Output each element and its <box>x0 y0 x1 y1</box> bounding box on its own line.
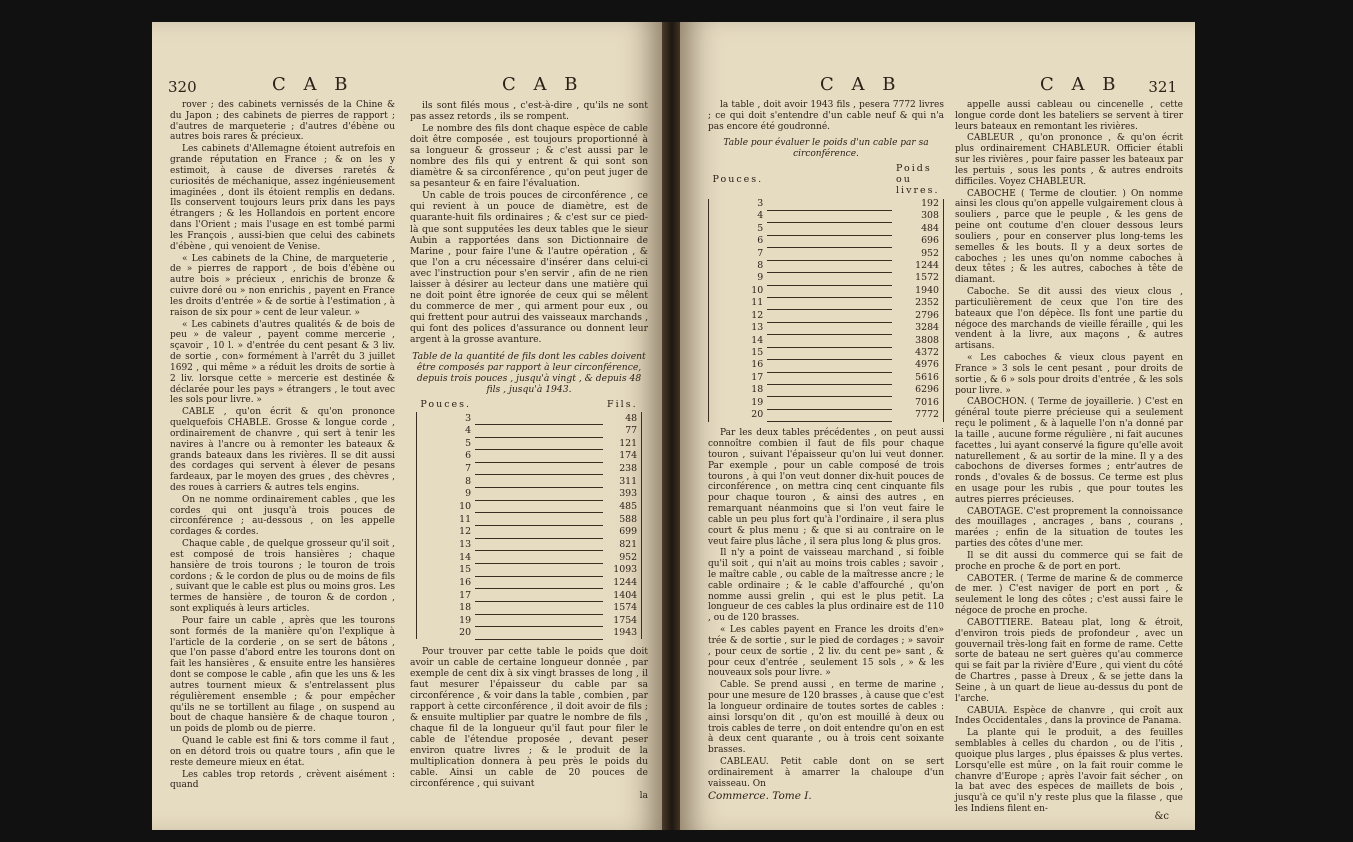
row-value: 952 <box>921 247 939 259</box>
row-rule <box>767 223 892 235</box>
row-inches: 19 <box>751 396 764 408</box>
row-rule <box>475 551 603 564</box>
table-row <box>709 372 944 384</box>
table-row <box>416 627 641 640</box>
row-inches: 16 <box>751 359 764 371</box>
row-inches: 14 <box>751 334 764 346</box>
table-row <box>416 589 641 602</box>
row-inches: 20 <box>751 409 764 421</box>
table-row <box>416 601 641 614</box>
paragraph: Quand le cable est fini & tors comme il faut , on en détord trois ou quatre tours , afin que le reste demeure mieux en état. <box>170 736 395 768</box>
row-rule <box>475 500 603 513</box>
running-header-2: C A B <box>1040 74 1122 95</box>
row-value: 1093 <box>613 564 638 576</box>
paragraph: « Les cables payent en France les droits d'en» trée & de sortie , sur le pied de cordages ; » savoir , pour ceux de sortie , 2 liv. du cent pe» sant , & pour ceux d'entrée , seulement 15 sols , » & les nouveaux sols pour livre. » <box>708 625 944 679</box>
row-inches: 10 <box>459 501 472 513</box>
left-column-1 <box>170 100 395 792</box>
row-value: 1404 <box>613 589 638 601</box>
row-rule <box>767 298 892 310</box>
row-inches: 3 <box>757 198 764 210</box>
table-row <box>416 437 641 450</box>
row-value: 952 <box>619 551 638 563</box>
row-value: 2796 <box>915 309 939 321</box>
threads-table <box>416 399 642 640</box>
page-number: 321 <box>1148 78 1177 96</box>
row-inches: 17 <box>459 589 472 601</box>
page-number: 320 <box>168 78 197 96</box>
table-row <box>709 310 944 322</box>
row-inches: 8 <box>757 260 764 272</box>
row-value: 121 <box>619 437 638 449</box>
row-inches: 14 <box>459 551 472 563</box>
paragraph: « Les caboches & vieux clous payent en France » 3 sols le cent pesant , pour droits de sortie , & 6 » sols pour droits d'entrée , & les sols pour livre. » <box>955 353 1183 396</box>
table-row <box>416 475 641 488</box>
paragraph: CABLE , qu'on écrit & qu'on prononce quelquefois CHABLE. Grosse & longue corde , ordinairement de chanvre , qui sert à tenir les navires à l'ancre ou à remonter les bateaux & grands bateaux dans les rivières. Il se dit aussi des cordages qui servent à élever de pesans fardeaux, par le moyen des grues , des chèvres , des roues à carriers & autres tels engins. <box>170 407 395 493</box>
row-inches: 13 <box>459 538 472 550</box>
row-rule <box>475 538 603 551</box>
table-row <box>416 500 641 513</box>
row-inches: 13 <box>751 322 764 334</box>
table-row <box>416 488 641 501</box>
table-row <box>416 424 641 437</box>
row-rule <box>475 488 603 501</box>
row-value: 699 <box>619 526 638 538</box>
row-rule <box>767 372 892 384</box>
row-rule <box>475 437 603 450</box>
row-rule <box>475 462 603 475</box>
row-rule <box>767 409 892 421</box>
row-value: 696 <box>921 235 939 247</box>
table-row <box>709 235 944 247</box>
row-rule <box>475 513 603 526</box>
table-row <box>709 322 944 334</box>
row-rule <box>475 589 603 602</box>
paragraph: CABOCHE ( Terme de cloutier. ) On nomme ainsi les clous qu'on appelle vulgairement clous à souliers , parce que le peuple , & les gens de peine ont coutume d'en clouer dessous leurs souliers , pour en conserver plus long-tems les semelles & les bouts. Il y a deux sortes de caboches ; les unes qu'on nomme caboches à deux têtes ; & les autres, caboches à tête de diamant. <box>955 188 1183 286</box>
row-inches: 11 <box>459 513 472 525</box>
table-row <box>709 273 944 285</box>
paragraph: « Les cabinets de la Chine, de marqueterie , de » pierres de rapport , de bois d'ébène ou autre bois » précieux , enrichis de bronze & cuivre doré ou » non enrichis , payent en France les droits d'entrée » & de sortie à l'estimation , à raison de six pour » cent de leur valeur. » <box>170 253 395 318</box>
paragraph: Caboche. Se dit aussi des vieux clous , particulièrement de ceux que l'on tire des bateaux que l'on dépèce. Ils font une partie du négoce des marchands de vieille féraille , qui les vendent à la livre, aux maçons , & autres artisans. <box>955 287 1183 352</box>
row-value: 1572 <box>915 272 939 284</box>
row-value: 311 <box>619 475 638 487</box>
running-header-2: C A B <box>502 74 584 95</box>
row-value: 6296 <box>915 384 939 396</box>
row-rule <box>475 601 603 614</box>
row-rule <box>767 335 892 347</box>
paragraph: la table , doit avoir 1943 fils , pesera 7772 livres ; ce qui doit s'entendre d'un cable neuf & qui n'a pas encore été goudronné. <box>708 100 944 132</box>
paragraph: La plante qui le produit, a des feuilles semblables à celles du chardon , ou de l'itis , quoique plus larges , plus épaisses & plus vertes. Lorsqu'elle est mûre , on la fait rouir comme le chanvre d'Europe ; après l'avoir fait sécher , on la bat avec des espèces de maillets de bois , jusqu'à ce qu'il n'y reste plus que la filasse , que les Indiens filent en- <box>955 728 1183 814</box>
table-row <box>416 450 641 463</box>
row-value: 588 <box>619 513 638 525</box>
row-rule <box>475 563 603 576</box>
row-value: 393 <box>619 488 638 500</box>
row-rule <box>767 260 892 272</box>
row-rule <box>767 322 892 334</box>
paragraph: Cable. Se prend aussi , en terme de marine , pour une mesure de 120 brasses , à cause que c'est la longueur ordinaire de toutes sortes de cables : ainsi lorsqu'on dit , qu'on est mouillé à deux ou trois cables de terre , on doit entendre qu'on en est à deux cent quarante , ou à trois cent soixante brasses. <box>708 680 944 756</box>
paragraph: CABLEUR , qu'on prononce , & qu'on écrit plus ordinairement CHABLEUR. Officier établi sur les rivières , pour faire passer les bateaux par les pertuis , sous les ponts , & autres endroits difficiles. Voyez CHABLEUR. <box>955 133 1183 187</box>
row-inches: 6 <box>757 235 764 247</box>
paragraph: CABOTER. ( Terme de marine & de commerce de mer. ) C'est naviger de port en port , & seulement le long des côtes ; c'est aussi faire le négoce de proche en proche. <box>955 573 1183 617</box>
row-inches: 5 <box>465 437 472 449</box>
row-inches: 11 <box>751 297 764 309</box>
running-header: C A B <box>272 74 354 95</box>
row-rule <box>767 310 892 322</box>
row-value: 1940 <box>915 284 939 296</box>
row-value: 485 <box>619 501 638 513</box>
row-inches: 3 <box>465 412 472 424</box>
table-title: Table pour évaluer le poids d'un cable par sa circonférence. <box>723 138 929 160</box>
paragraph: Il n'y a point de vaisseau marchand , si foible qu'il soit , qui n'ait au moins trois cables ; savoir , le maître cable , ou cable de la maîtresse ancre ; le cable ordinaire ; & le cable d'affourché , qu'on nomme aussi grelin , qui est le plus petit. La longueur de ces cables la plus ordinaire est de 110 , ou de 120 brasses. <box>708 548 944 624</box>
right-column-1 <box>708 100 944 801</box>
paragraph: CABLEAU. Petit cable dont on se sert ordinairement à amarrer la chaloupe d'un vaisseau. On <box>708 757 944 789</box>
paragraph: Un cable de trois pouces de circonférence , ce qui revient à un pouce de diamètre, est de quarante-huit fils ordinaires ; & c'est sur ce pied-là que sont supputées les deux tables que le sieur Aubin a rapportées dans son Dictionnaire de Marine , pour faire l'une & l'autre opération , & que l'on a cru nécessaire d'insérer dans celui-ci avec l'instruction pour s'en servir , afin de ne rien laisser à désirer au lecteur dans une matière qui ne doit point être ignorée de ceux qui se mêlent du commerce de mer , qui arment pour eux , ou qui frettent pour autrui des vaisseaux marchands , qui font des polices d'assurance ou donnent leur argent à la grosse avanture. <box>410 190 648 345</box>
row-inches: 20 <box>459 627 472 639</box>
row-rule <box>475 614 603 627</box>
row-value: 1754 <box>613 614 638 626</box>
row-value: 1244 <box>613 576 638 588</box>
row-value: 3808 <box>915 334 939 346</box>
row-value: 4976 <box>915 359 939 371</box>
table-row <box>709 360 944 372</box>
row-inches: 9 <box>465 488 472 500</box>
running-header: C A B <box>820 74 902 95</box>
row-rule <box>475 526 603 539</box>
row-inches: 18 <box>459 602 472 614</box>
table-row <box>416 412 641 424</box>
row-rule <box>767 397 892 409</box>
right-page <box>680 22 1195 830</box>
paragraph: appelle aussi cableau ou cincenelle , cette longue corde dont les bateliers se servent à tirer leurs bateaux en remontant les rivières. <box>955 100 1183 132</box>
table-row <box>416 462 641 475</box>
row-rule <box>475 576 603 589</box>
table-row <box>416 513 641 526</box>
row-value: 7016 <box>915 396 939 408</box>
row-inches: 17 <box>751 371 764 383</box>
row-value: 3284 <box>915 322 939 334</box>
book-gutter <box>662 22 682 830</box>
row-rule <box>767 211 892 223</box>
table-row <box>709 397 944 409</box>
left-page <box>152 22 664 830</box>
table-head-pounds: Poids ou livres. <box>896 163 940 196</box>
row-value: 4372 <box>915 346 939 358</box>
row-value: 1244 <box>915 260 939 272</box>
table-row <box>709 211 944 223</box>
row-inches: 15 <box>751 346 764 358</box>
table-row <box>709 298 944 310</box>
row-inches: 15 <box>459 564 472 576</box>
paragraph: CABOTTIERE. Bateau plat, long & étroit, d'environ trois pieds de profondeur , avec un gouvernail très-long fait en forme de rame. Cette sorte de bateau ne sert guères qu'au commerce qui se fait par la rivière d'Eure , qui vient du côté de Chartres , passe à Dreux , & se jette dans la Seine , à un quart de lieue au-dessus du pont de l'arche. <box>955 617 1183 704</box>
table-head-inches: Pouces. <box>712 173 764 185</box>
table-row <box>709 223 944 235</box>
row-rule <box>475 450 603 463</box>
weight-table <box>708 164 944 422</box>
row-value: 308 <box>921 210 939 222</box>
table-row <box>709 260 944 272</box>
paragraph: Le nombre des fils dont chaque espèce de cable doit être composée , est toujours proportionné à sa longueur & grosseur ; & c'est aussi par le nombre des fils qui y entrent & qui sont son diamètre & sa circonférence , qu'on peut juger de sa pesanteur & en faire l'évaluation. <box>410 123 648 190</box>
row-rule <box>767 248 892 260</box>
table-row <box>709 347 944 359</box>
catchword: &c <box>1154 811 1169 822</box>
row-inches: 10 <box>751 284 764 296</box>
table-row <box>416 614 641 627</box>
row-value: 821 <box>619 538 638 550</box>
table-row <box>416 563 641 576</box>
row-inches: 4 <box>757 210 764 222</box>
paragraph: Les cables trop retords , crèvent aisément : quand <box>170 769 395 791</box>
paragraph: Pour trouver par cette table le poids que doit avoir un cable de certaine longueur donnée , par exemple de cent dix à six vingt brasses de long , il faut mesurer l'épaisseur du cable par sa circonférence , & voir dans la table , combien , par rapport à cette circonférence , il doit avoir de fils ; & ensuite multiplier par quatre le nombre de fils , chaque fil de la longueur qu'il faut pour filer le cable de l'étendue proposée , devant peser environ quatre livres ; & le produit de la multiplication donnera à peu près le poids du cable. Ainsi un cable de 20 pouces de circonférence , qui suivant <box>410 645 648 790</box>
row-inches: 6 <box>465 450 472 462</box>
row-value: 48 <box>625 412 638 424</box>
row-value: 484 <box>921 222 939 234</box>
row-inches: 12 <box>459 526 472 538</box>
row-value: 5616 <box>915 371 939 383</box>
table-row <box>416 551 641 564</box>
row-value: 1574 <box>613 602 638 614</box>
left-column-2 <box>410 100 648 801</box>
table-head-inches: Pouces. <box>420 399 472 411</box>
paragraph: CABOCHON. ( Terme de joyaillerie. ) C'est en général toute pierre précieuse qui a seulement reçu le poliment , & à laquelle l'on n'a donné par la taille , aucune forme régulière , ni fait aucunes facettes , lui ayant conservé la figure qu'elle avoit naturellement , & au sortir de la mine. Il y a des cabochons de diverses formes ; entr'autres de ronds , d'ovales & de bossus. Ce terme est plus en usage pour les rubis , que pour toutes les autres pierres précieuses. <box>955 397 1183 505</box>
table-head-threads: Fils. <box>607 399 638 411</box>
row-rule <box>767 273 892 285</box>
paragraph: Chaque cable , de quelque grosseur qu'il soit , est composé de trois hansières ; chaque hansière de trois tourons ; le touron de trois cordons ; & le cordon de plus ou de moins de fils , suivant que le cable est plus ou moins gros. Les termes de hansière , de touron & de cordon , sont expliqués à leurs articles. <box>170 539 395 615</box>
row-inches: 9 <box>757 272 764 284</box>
table-row <box>416 538 641 551</box>
row-rule <box>767 360 892 372</box>
row-inches: 8 <box>465 475 472 487</box>
row-value: 192 <box>921 198 939 210</box>
paragraph: Par les deux tables précédentes , on peut aussi connoître combien il faut de fils pour chaque touron , suivant l'épaisseur qu'on lui veut donner. Par exemple , pour un cable composé de trois tourons , à qui l'on veut donner dix-huit pouces de circonférence , on mettra cinq cent cinquante fils pour chaque touron , & ainsi des autres , en remarquant néanmoins que si l'on veut faire le cable un peu plus fort qu'à l'ordinaire , il sera plus court & plus menu ; & que si au contraire on le veut faire plus lâche , il sera plus long & plus gros. <box>708 428 944 547</box>
paragraph: Pour faire un cable , après que les tourons sont formés de la manière qu'on l'explique à l'article de la corderie , on se sert de bâtons , que l'on passe d'abord entre les tourons dont on fait les hansières , & ensuite entre les hansières dont se compose le cable , afin que les uns & les autres tournent mieux & s'entrelassent plus régulièrement ensemble ; & pour empêcher qu'ils ne se tortillent au filage , on suspend au bout de chaque hansière & de chaque touron , un poids de plomb ou de pierre. <box>170 615 395 735</box>
table-row <box>709 335 944 347</box>
paragraph: rover ; des cabinets vernissés de la Chine & du Japon ; des cabinets de pierres de rapport ; d'autres de marqueterie ; d'autres d'ébène ou autres bois rares & précieux. <box>170 100 395 143</box>
row-inches: 19 <box>459 614 472 626</box>
table-title: Table de la quantité de fils dont les cables doivent être composés par rapport à leur circonférence, depuis trois pouces , jusqu'à vingt , & depuis 48 fils , jusqu'à 1943. <box>412 351 646 396</box>
volume-footer: Commerce. Tome I. <box>708 789 812 802</box>
row-inches: 12 <box>751 309 764 321</box>
paragraph: On ne nomme ordinairement cables , que les cordes qui ont jusqu'à trois pouces de circonférence ; au-dessous , on les appelle cordages & cordes. <box>170 494 395 538</box>
paragraph: CABUIA. Espèce de chanvre , qui croît aux Indes Occidentales , dans la province de Panama. <box>955 705 1183 727</box>
catchword: la <box>639 790 648 802</box>
row-rule <box>767 199 892 211</box>
row-rule <box>767 384 892 396</box>
row-value: 174 <box>619 450 638 462</box>
table-row <box>416 576 641 589</box>
row-rule <box>475 627 603 640</box>
row-value: 2352 <box>915 297 939 309</box>
paragraph: Il se dit aussi du commerce qui se fait de proche en proche & de port en port. <box>955 550 1183 572</box>
row-value: 77 <box>625 425 638 437</box>
row-rule <box>475 424 603 437</box>
row-inches: 5 <box>757 222 764 234</box>
paragraph: CABOTAGE. C'est proprement la connoissance des mouillages , ancrages , bans , courans , marées ; enfin de la situation de toutes les parties des côtes d'une mer. <box>955 506 1183 550</box>
paragraph: « Les cabinets d'autres qualités & de bois de peu » de valeur , payent comme mercerie , sçavoir , 10 l. » d'entrée du cent pesant & 3 liv. de sortie , con» formément à l'arrêt du 3 juillet 1692 , qui même » a réduit les droits de sortie à 2 liv. lorsque cette » mercerie est destinée & déclarée pour les pays » étrangers , le tout avec les sols pour livre. » <box>170 319 395 406</box>
paragraph: ils sont filés mous , c'est-à-dire , qu'ils ne sont pas assez retords , ils se rompent. <box>410 100 648 123</box>
row-inches: 4 <box>465 425 472 437</box>
row-rule <box>475 475 603 488</box>
row-inches: 7 <box>757 247 764 259</box>
table-row <box>709 199 944 211</box>
table-row <box>709 409 944 421</box>
table-row <box>709 248 944 260</box>
row-inches: 16 <box>459 576 472 588</box>
paragraph: Les cabinets d'Allemagne étoient autrefois en grande réputation en France ; & on les y estimoit, à cause de diverses raretés & curiosités de méchanique, assez ingénieusement imaginées , dont ils étoient remplis en dedans. Ils conservent toujours leurs prix dans les pays étrangers ; & les Hollandois en portent encore dans l'Orient ; mais l'usage en est tombé parmi les François , aussi-bien que celui des cabinets d'ébène , qui venoient de Venise. <box>170 144 395 252</box>
row-value: 7772 <box>915 409 939 421</box>
row-value: 238 <box>619 463 638 475</box>
table-row <box>709 384 944 396</box>
table-row <box>416 526 641 539</box>
row-value: 1943 <box>613 627 638 639</box>
row-inches: 18 <box>751 384 764 396</box>
row-rule <box>475 412 603 424</box>
row-rule <box>767 285 892 297</box>
row-rule <box>767 347 892 359</box>
row-rule <box>767 235 892 247</box>
table-row <box>709 285 944 297</box>
row-inches: 7 <box>465 463 472 475</box>
right-column-2 <box>955 100 1183 816</box>
